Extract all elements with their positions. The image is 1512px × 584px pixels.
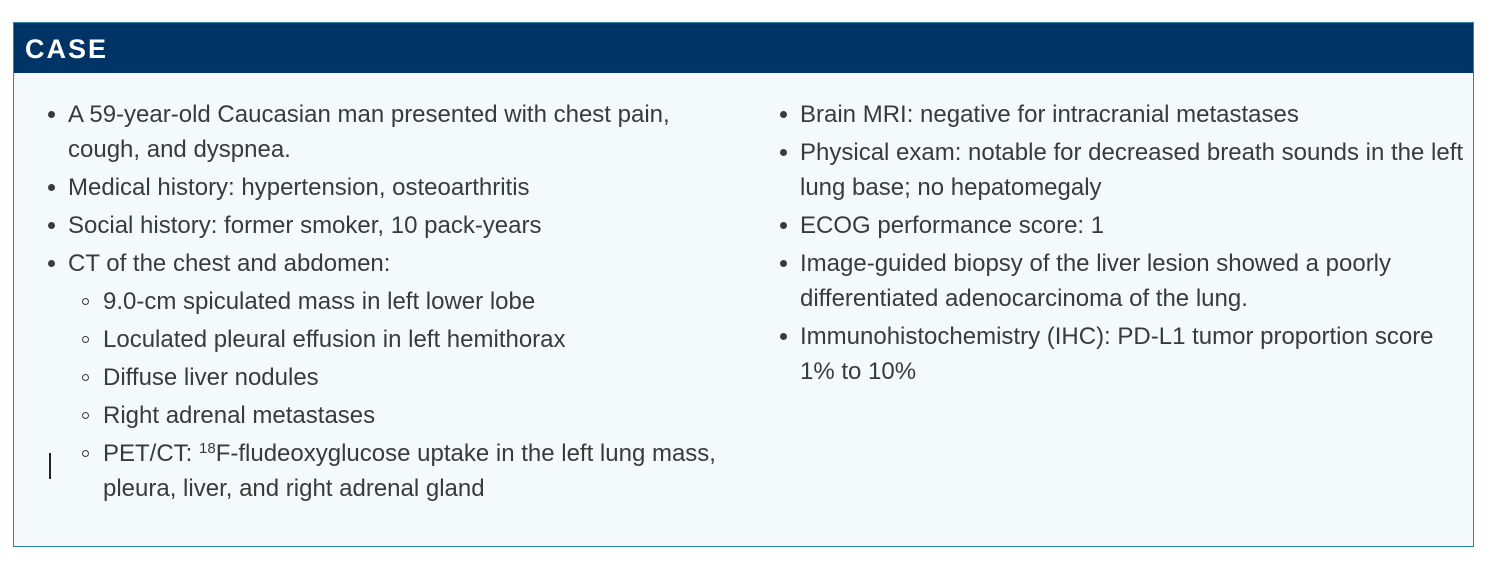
- pet-ct-prefix: PET/CT:: [103, 440, 200, 467]
- bullet-presentation: A 59-year-old Caucasian man presented with chest pain, cough, and dyspnea.: [44, 97, 724, 167]
- left-column: [44, 97, 724, 509]
- right-column: [776, 97, 1466, 392]
- bullet-physical-exam: Physical exam: notable for decreased breath sounds in the left lung base; no hepatomegaly: [776, 135, 1466, 205]
- text-cursor: [49, 453, 51, 479]
- bullet-ct-chest-abdomen: [44, 246, 724, 506]
- case-box: [13, 22, 1474, 547]
- ct-finding-effusion: Loculated pleural effusion in left hemithorax: [68, 322, 724, 357]
- pet-ct-finding: [68, 436, 724, 506]
- bullet-medical-history: Medical history: hypertension, osteoarthritis: [44, 170, 724, 205]
- ct-finding-liver: Diffuse liver nodules: [68, 360, 724, 395]
- pet-ct-superscript: 18: [199, 440, 216, 457]
- ct-findings-list: [68, 284, 724, 506]
- bullet-ihc: Immunohistochemistry (IHC): PD-L1 tumor proportion score 1% to 10%: [776, 319, 1466, 389]
- case-header: CASE: [14, 23, 1473, 73]
- bullet-brain-mri: Brain MRI: negative for intracranial metastases: [776, 97, 1466, 132]
- left-bullet-list: [44, 97, 724, 506]
- ct-heading: CT of the chest and abdomen:: [68, 250, 391, 277]
- bullet-ecog: ECOG performance score: 1: [776, 208, 1466, 243]
- ct-finding-adrenal: Right adrenal metastases: [68, 398, 724, 433]
- bullet-biopsy: Image-guided biopsy of the liver lesion showed a poorly differentiated adenocarcinoma of the lung.: [776, 246, 1466, 316]
- pet-ct-suffix: F-fludeoxyglucose uptake in the left lung mass, pleura, liver, and right adrenal gland: [103, 440, 716, 502]
- right-bullet-list: [776, 97, 1466, 389]
- bullet-social-history: Social history: former smoker, 10 pack-years: [44, 208, 724, 243]
- ct-finding-mass: 9.0-cm spiculated mass in left lower lobe: [68, 284, 724, 319]
